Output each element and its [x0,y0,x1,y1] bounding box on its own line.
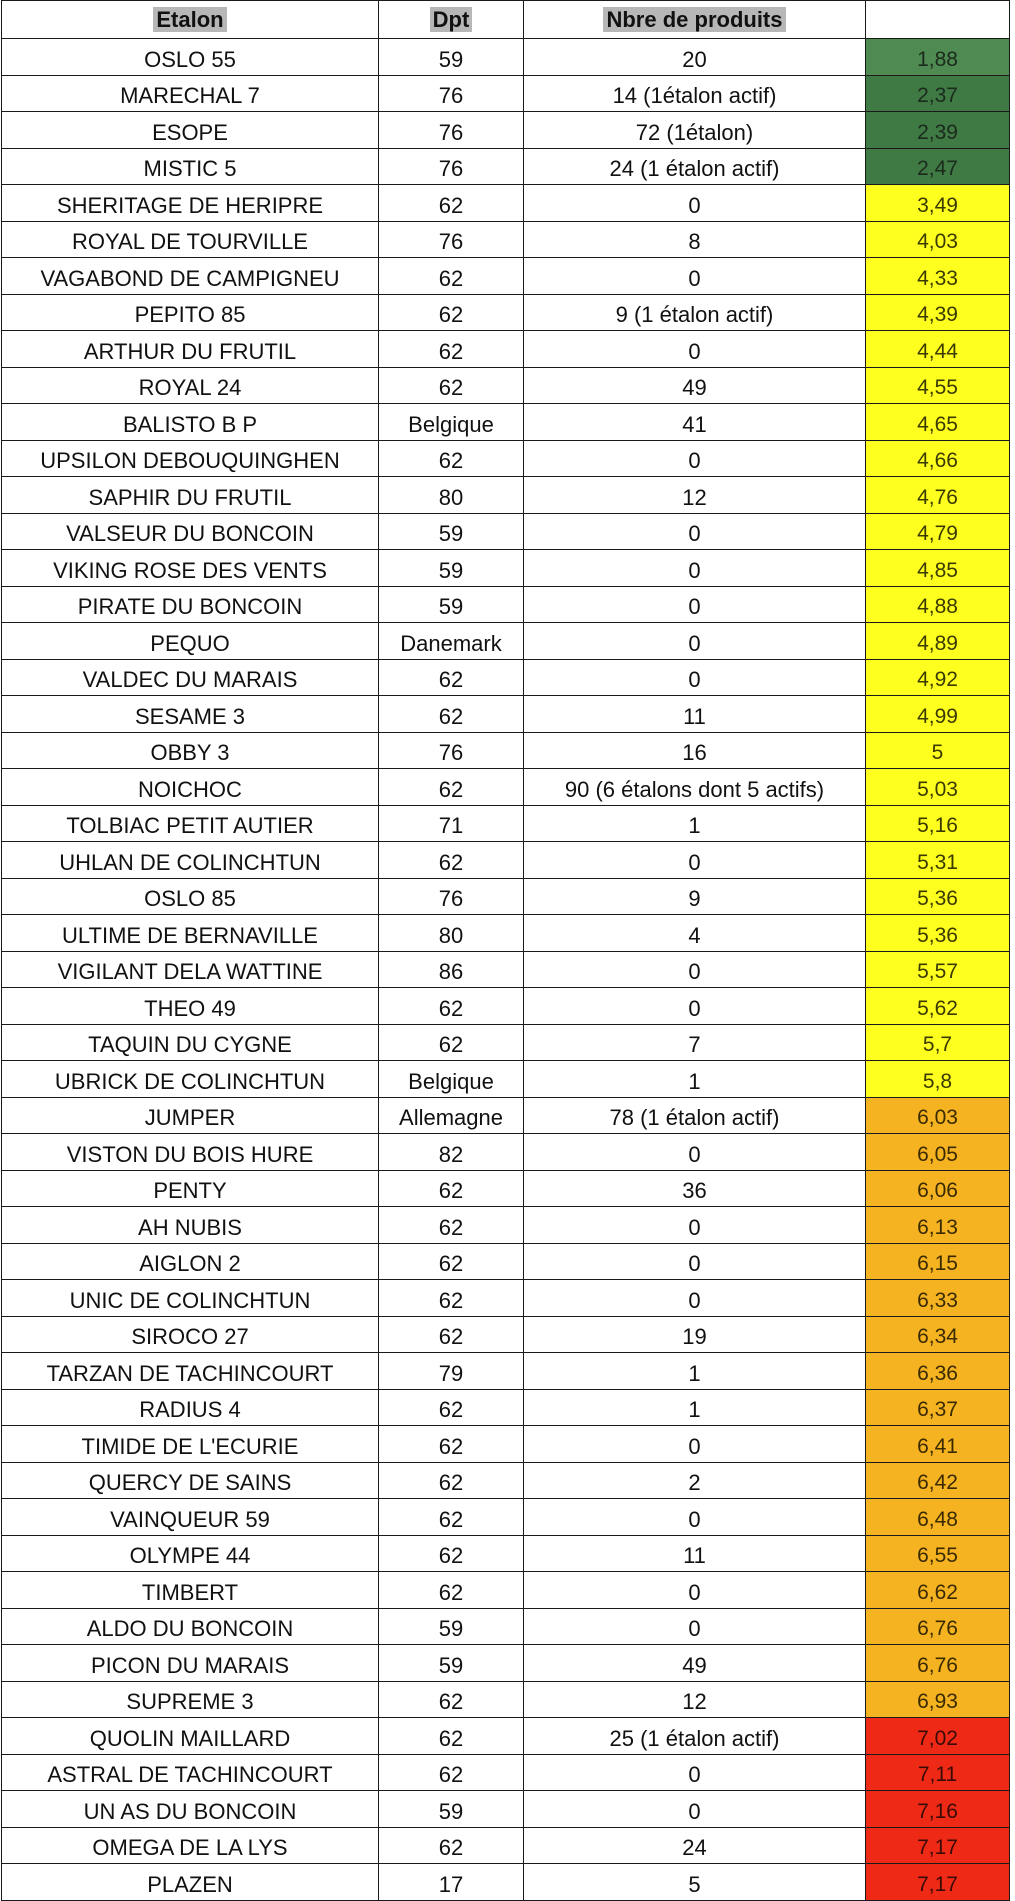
table-row [2,1572,1010,1609]
cell-produits: 0 [524,331,866,368]
cell-etalon: VIGILANT DELA WATTINE [2,951,379,988]
cell-etalon: OSLO 55 [2,39,379,76]
cell-dpt: 62 [379,1316,524,1353]
table-row [2,878,1010,915]
cell-dpt: 62 [379,185,524,222]
cell-dpt: 59 [379,1645,524,1682]
cell-dpt: 80 [379,915,524,952]
cell-produits: 0 [524,513,866,550]
cell-dpt: Belgique [379,404,524,441]
cell-dpt: 62 [379,294,524,331]
cell-score: 6,42 [866,1462,1010,1499]
cell-etalon: PLAZEN [2,1864,379,1901]
cell-produits: 0 [524,1791,866,1828]
cell-etalon: MISTIC 5 [2,148,379,185]
cell-dpt: 80 [379,477,524,514]
cell-produits: 2 [524,1462,866,1499]
cell-dpt: 76 [379,75,524,112]
cell-score: 6,93 [866,1681,1010,1718]
table-row [2,1681,1010,1718]
table-row [2,696,1010,733]
cell-dpt: 62 [379,1024,524,1061]
cell-dpt: 62 [379,331,524,368]
cell-produits: 11 [524,1535,866,1572]
cell-score: 4,99 [866,696,1010,733]
table-row [2,112,1010,149]
cell-etalon: OSLO 85 [2,878,379,915]
cell-score: 4,88 [866,586,1010,623]
cell-produits: 8 [524,221,866,258]
cell-etalon: SUPREME 3 [2,1681,379,1718]
cell-etalon: OBBY 3 [2,732,379,769]
cell-score: 6,34 [866,1316,1010,1353]
table-row [2,1097,1010,1134]
cell-etalon: TAQUIN DU CYGNE [2,1024,379,1061]
cell-etalon: PEPITO 85 [2,294,379,331]
cell-etalon: PENTY [2,1170,379,1207]
header-dpt-label: Dpt [430,7,473,32]
table-row [2,1718,1010,1755]
cell-score: 4,44 [866,331,1010,368]
header-dpt [379,1,524,39]
cell-dpt: 76 [379,148,524,185]
cell-produits: 7 [524,1024,866,1061]
cell-produits: 25 (1 étalon actif) [524,1718,866,1755]
cell-produits: 0 [524,185,866,222]
cell-etalon: PICON DU MARAIS [2,1645,379,1682]
cell-produits: 0 [524,1207,866,1244]
header-row [2,1,1010,39]
cell-dpt: 82 [379,1134,524,1171]
cell-produits: 1 [524,1389,866,1426]
cell-produits: 0 [524,1134,866,1171]
cell-etalon: UHLAN DE COLINCHTUN [2,842,379,879]
cell-produits: 12 [524,477,866,514]
cell-score: 6,37 [866,1389,1010,1426]
table-row [2,769,1010,806]
cell-dpt: 62 [379,367,524,404]
cell-produits: 24 (1 étalon actif) [524,148,866,185]
cell-etalon: TIMBERT [2,1572,379,1609]
table-row [2,1389,1010,1426]
table-row [2,367,1010,404]
cell-etalon: VIKING ROSE DES VENTS [2,550,379,587]
cell-dpt: 62 [379,1827,524,1864]
header-etalon [2,1,379,39]
cell-produits: 1 [524,1353,866,1390]
cell-dpt: 62 [379,842,524,879]
cell-score: 6,41 [866,1426,1010,1463]
cell-score: 3,49 [866,185,1010,222]
table-row [2,1827,1010,1864]
table-row [2,75,1010,112]
table-row [2,1608,1010,1645]
cell-etalon: AH NUBIS [2,1207,379,1244]
table-row [2,842,1010,879]
cell-etalon: UPSILON DEBOUQUINGHEN [2,440,379,477]
cell-score: 7,11 [866,1754,1010,1791]
cell-score: 2,37 [866,75,1010,112]
table-row [2,258,1010,295]
cell-produits: 0 [524,1572,866,1609]
cell-produits: 24 [524,1827,866,1864]
table-row [2,1462,1010,1499]
cell-dpt: Belgique [379,1061,524,1098]
table-row [2,477,1010,514]
cell-produits: 1 [524,1061,866,1098]
cell-score: 7,16 [866,1791,1010,1828]
table-row [2,1535,1010,1572]
stallion-table [1,0,1010,1901]
cell-score: 7,02 [866,1718,1010,1755]
table-row [2,1024,1010,1061]
header-produits [524,1,866,39]
table-row [2,623,1010,660]
cell-score: 4,03 [866,221,1010,258]
table-row [2,988,1010,1025]
cell-etalon: OMEGA DE LA LYS [2,1827,379,1864]
cell-etalon: SESAME 3 [2,696,379,733]
cell-score: 6,76 [866,1608,1010,1645]
cell-etalon: NOICHOC [2,769,379,806]
table-row [2,805,1010,842]
cell-score: 4,79 [866,513,1010,550]
cell-dpt: 76 [379,732,524,769]
cell-dpt: 62 [379,1572,524,1609]
table-row [2,185,1010,222]
cell-dpt: 86 [379,951,524,988]
cell-dpt: 62 [379,1389,524,1426]
cell-etalon: VAINQUEUR 59 [2,1499,379,1536]
cell-produits: 0 [524,842,866,879]
cell-produits: 0 [524,951,866,988]
cell-dpt: 59 [379,1791,524,1828]
cell-score: 6,03 [866,1097,1010,1134]
cell-dpt: 62 [379,1681,524,1718]
cell-etalon: QUERCY DE SAINS [2,1462,379,1499]
cell-produits: 11 [524,696,866,733]
table-row [2,1754,1010,1791]
cell-score: 6,15 [866,1243,1010,1280]
table-row [2,39,1010,76]
cell-score: 5,7 [866,1024,1010,1061]
cell-etalon: PIRATE DU BONCOIN [2,586,379,623]
cell-produits: 19 [524,1316,866,1353]
cell-etalon: MARECHAL 7 [2,75,379,112]
cell-etalon: PEQUO [2,623,379,660]
cell-etalon: ASTRAL DE TACHINCOURT [2,1754,379,1791]
cell-dpt: 62 [379,769,524,806]
cell-etalon: ROYAL 24 [2,367,379,404]
cell-dpt: 62 [379,1280,524,1317]
cell-etalon: VALDEC DU MARAIS [2,659,379,696]
table-row [2,951,1010,988]
cell-score: 5,16 [866,805,1010,842]
cell-produits: 16 [524,732,866,769]
cell-score: 5,36 [866,878,1010,915]
cell-dpt: 62 [379,988,524,1025]
cell-etalon: TARZAN DE TACHINCOURT [2,1353,379,1390]
cell-score: 6,62 [866,1572,1010,1609]
cell-produits: 14 (1étalon actif) [524,75,866,112]
cell-etalon: UBRICK DE COLINCHTUN [2,1061,379,1098]
table-row [2,148,1010,185]
cell-score: 4,65 [866,404,1010,441]
cell-dpt: 62 [379,1499,524,1536]
cell-produits: 0 [524,1754,866,1791]
table-row [2,440,1010,477]
cell-dpt: 62 [379,659,524,696]
table-row [2,1316,1010,1353]
cell-dpt: Allemagne [379,1097,524,1134]
cell-dpt: 59 [379,550,524,587]
cell-produits: 0 [524,550,866,587]
cell-dpt: 62 [379,1462,524,1499]
cell-dpt: 62 [379,440,524,477]
cell-produits: 0 [524,1243,866,1280]
table-row [2,1499,1010,1536]
cell-etalon: AIGLON 2 [2,1243,379,1280]
cell-score: 5,36 [866,915,1010,952]
table-row [2,1280,1010,1317]
cell-dpt: 62 [379,1535,524,1572]
cell-score: 6,06 [866,1170,1010,1207]
cell-dpt: 76 [379,878,524,915]
table-row [2,586,1010,623]
cell-produits: 0 [524,988,866,1025]
cell-etalon: ULTIME DE BERNAVILLE [2,915,379,952]
cell-score: 5,8 [866,1061,1010,1098]
table-row [2,915,1010,952]
cell-dpt: 59 [379,1608,524,1645]
cell-dpt: 59 [379,39,524,76]
cell-etalon: TOLBIAC PETIT AUTIER [2,805,379,842]
cell-produits: 0 [524,1280,866,1317]
cell-produits: 0 [524,586,866,623]
cell-produits: 36 [524,1170,866,1207]
cell-etalon: RADIUS 4 [2,1389,379,1426]
cell-produits: 0 [524,440,866,477]
table-row [2,1353,1010,1390]
table-body [2,39,1010,1901]
cell-score: 5,03 [866,769,1010,806]
cell-etalon: SAPHIR DU FRUTIL [2,477,379,514]
cell-produits: 72 (1étalon) [524,112,866,149]
cell-dpt: 71 [379,805,524,842]
cell-dpt: 79 [379,1353,524,1390]
cell-score: 5,31 [866,842,1010,879]
table-row [2,1791,1010,1828]
cell-produits: 0 [524,1426,866,1463]
table-row [2,513,1010,550]
cell-produits: 1 [524,805,866,842]
cell-score: 7,17 [866,1864,1010,1901]
cell-produits: 9 [524,878,866,915]
cell-dpt: Danemark [379,623,524,660]
cell-score: 2,39 [866,112,1010,149]
cell-score: 4,39 [866,294,1010,331]
cell-produits: 49 [524,367,866,404]
cell-score: 4,55 [866,367,1010,404]
cell-score: 6,33 [866,1280,1010,1317]
cell-etalon: ALDO DU BONCOIN [2,1608,379,1645]
header-produits-label: Nbre de produits [603,7,785,32]
cell-dpt: 59 [379,586,524,623]
cell-produits: 20 [524,39,866,76]
cell-score: 6,48 [866,1499,1010,1536]
cell-dpt: 62 [379,1754,524,1791]
cell-etalon: VISTON DU BOIS HURE [2,1134,379,1171]
cell-dpt: 62 [379,1426,524,1463]
cell-etalon: BALISTO B P [2,404,379,441]
table-row [2,294,1010,331]
cell-etalon: VALSEUR DU BONCOIN [2,513,379,550]
cell-score: 4,89 [866,623,1010,660]
cell-produits: 0 [524,659,866,696]
cell-etalon: ARTHUR DU FRUTIL [2,331,379,368]
table-row [2,550,1010,587]
cell-etalon: ESOPE [2,112,379,149]
cell-etalon: SHERITAGE DE HERIPRE [2,185,379,222]
cell-produits: 9 (1 étalon actif) [524,294,866,331]
table-row [2,1134,1010,1171]
cell-score: 6,36 [866,1353,1010,1390]
cell-score: 6,13 [866,1207,1010,1244]
cell-score: 1,88 [866,39,1010,76]
table-row [2,1645,1010,1682]
cell-dpt: 62 [379,1207,524,1244]
table-row [2,331,1010,368]
cell-produits: 0 [524,1608,866,1645]
cell-score: 6,76 [866,1645,1010,1682]
cell-score: 4,92 [866,659,1010,696]
cell-etalon: THEO 49 [2,988,379,1025]
cell-score: 2,47 [866,148,1010,185]
cell-dpt: 17 [379,1864,524,1901]
cell-score: 5,62 [866,988,1010,1025]
cell-produits: 12 [524,1681,866,1718]
table-header [2,1,1010,39]
cell-dpt: 62 [379,258,524,295]
cell-dpt: 76 [379,112,524,149]
cell-etalon: OLYMPE 44 [2,1535,379,1572]
cell-score: 4,66 [866,440,1010,477]
table-row [2,1207,1010,1244]
cell-dpt: 62 [379,1170,524,1207]
cell-produits: 41 [524,404,866,441]
cell-etalon: SIROCO 27 [2,1316,379,1353]
cell-etalon: VAGABOND DE CAMPIGNEU [2,258,379,295]
table-row [2,1061,1010,1098]
cell-etalon: UN AS DU BONCOIN [2,1791,379,1828]
cell-score: 6,05 [866,1134,1010,1171]
cell-score: 4,85 [866,550,1010,587]
cell-produits: 4 [524,915,866,952]
cell-etalon: TIMIDE DE L'ECURIE [2,1426,379,1463]
header-score [866,1,1010,39]
cell-score: 5 [866,732,1010,769]
table-row [2,1426,1010,1463]
cell-score: 4,33 [866,258,1010,295]
table-row [2,659,1010,696]
cell-dpt: 62 [379,696,524,733]
table-row [2,1243,1010,1280]
cell-produits: 0 [524,623,866,660]
cell-score: 7,17 [866,1827,1010,1864]
table-row [2,732,1010,769]
cell-etalon: JUMPER [2,1097,379,1134]
cell-score: 6,55 [866,1535,1010,1572]
table-row [2,221,1010,258]
cell-dpt: 62 [379,1718,524,1755]
cell-dpt: 76 [379,221,524,258]
cell-etalon: UNIC DE COLINCHTUN [2,1280,379,1317]
cell-dpt: 59 [379,513,524,550]
table-row [2,404,1010,441]
cell-produits: 0 [524,258,866,295]
cell-score: 5,57 [866,951,1010,988]
cell-produits: 0 [524,1499,866,1536]
header-etalon-label: Etalon [153,7,226,32]
cell-produits: 49 [524,1645,866,1682]
cell-produits: 90 (6 étalons dont 5 actifs) [524,769,866,806]
cell-etalon: ROYAL DE TOURVILLE [2,221,379,258]
cell-dpt: 62 [379,1243,524,1280]
cell-produits: 5 [524,1864,866,1901]
cell-etalon: QUOLIN MAILLARD [2,1718,379,1755]
cell-produits: 78 (1 étalon actif) [524,1097,866,1134]
table-row [2,1170,1010,1207]
table-row [2,1864,1010,1901]
cell-score: 4,76 [866,477,1010,514]
